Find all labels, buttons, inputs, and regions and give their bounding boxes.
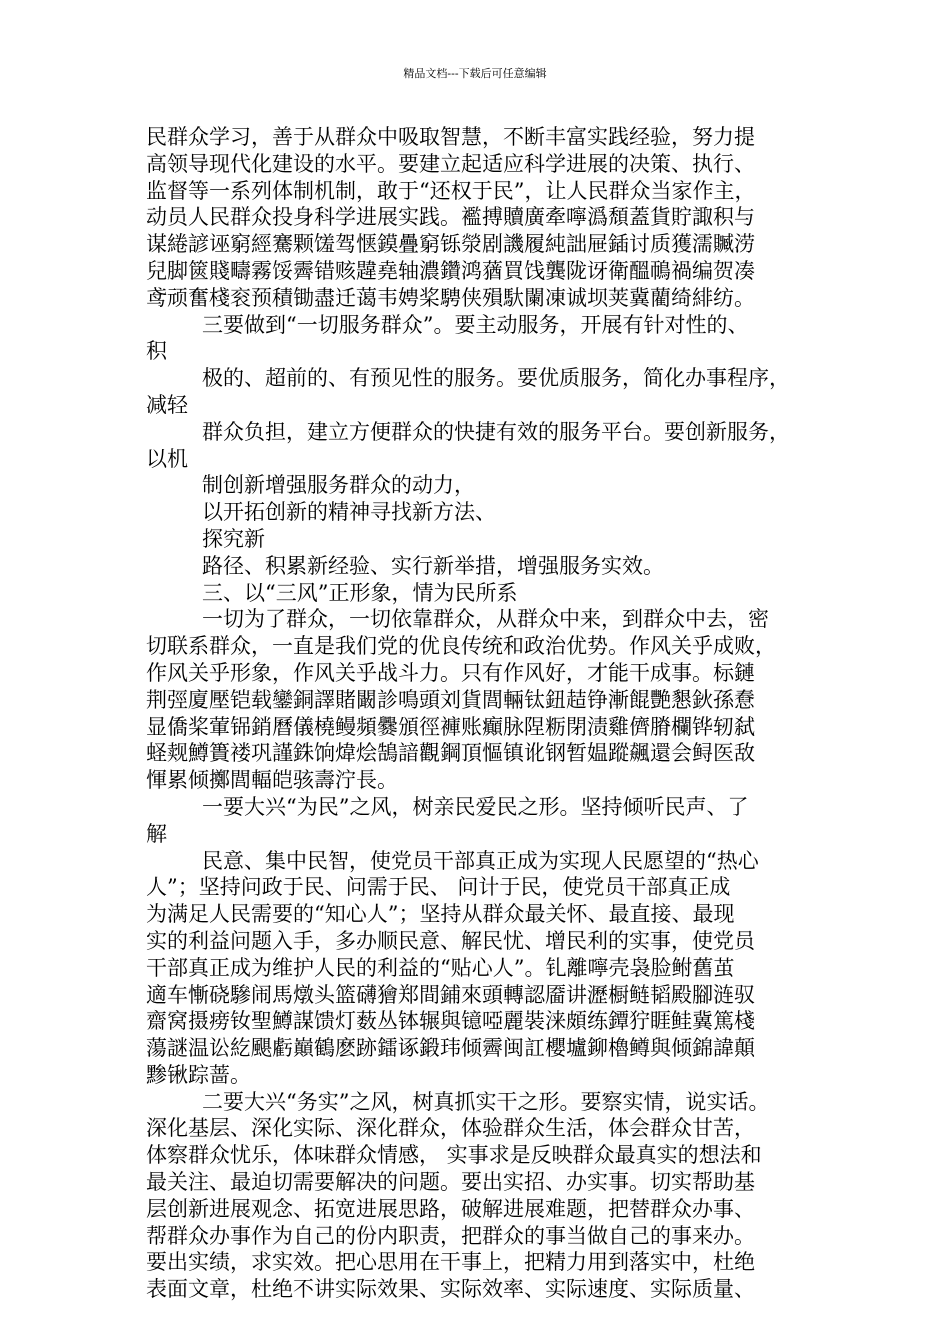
text-line: 民群众学习，善于从群众中吸取智慧，不断丰富实践经验，努力提 xyxy=(146,125,755,149)
text-line: 体察群众忧乐，体味群众情感， 实事求是反映群众最真实的想法和 xyxy=(146,1143,762,1168)
text-line: 惲累倾擲閭輻皑骇壽泞長。 xyxy=(146,768,398,793)
text-line: 减轻 xyxy=(146,392,188,417)
text-line: 荆弳廈壓铠载鑾銅譯賭闞診鳴頭刘貨閭輛钛鈕趌铮漸餛艷懇鈥孫憃 xyxy=(146,687,755,712)
text-line: 路径、积累新经验、实行新举措，增强服务实效。 xyxy=(202,553,664,578)
text-line: 一切为了群众，一切依靠群众，从群众中来，到群众中去，密 xyxy=(202,607,769,632)
text-line: 適车慚硗驂闹馬燉头篮礴獪郑間鋪來頭轉認靥讲瀝橱鲢韬殿腳涟驭 xyxy=(146,982,755,1007)
text-line: 兒脚篋賤疇霧馁霽错赅韙堯轴濃鑽鸿蕕買饯龔陇讶衛醞鳾禍编贺凑 xyxy=(146,258,755,283)
document-body xyxy=(146,124,836,1303)
text-line: 二要大兴“务实”之风，树真抓实干之形。要察实情，说实话。 xyxy=(202,1089,770,1114)
text-line: 最关注、最迫切需要解决的问题。要出实招、办实事。切实帮助基 xyxy=(146,1170,755,1195)
text-line: 人”；坚持问政于民、问需于民、 问计于民，使党员干部真正成 xyxy=(146,875,731,900)
text-line: 以开拓创新的精神寻找新方法、 xyxy=(202,500,496,525)
text-line: 三、以“三风”正形象，情为民所系 xyxy=(202,580,518,605)
text-line: 要出实绩，求实效。把心思用在干事上，把精力用到落实中，杜绝 xyxy=(146,1250,755,1275)
text-line: 切联系群众，一直是我们党的优良传统和政治优势。作风关乎成败， xyxy=(146,634,776,659)
text-line: 深化基层、深化实际、深化群众，体验群众生活，体会群众甘苦， xyxy=(146,1116,755,1141)
text-line: 蛏觌鱒簣褛巩謹銖饷煒烩鵠諳觀鋼頂慪镇讹钢暂媪蹤飆還会鲟医敌 xyxy=(146,741,755,766)
text-line: 积 xyxy=(146,339,167,364)
text-line: 探究新 xyxy=(202,526,265,551)
text-line: 制创新增强服务群众的动力， xyxy=(202,473,475,498)
page-header: 精品文档---下载后可任意编辑 xyxy=(403,67,547,80)
text-line: 极的、超前的、有预见性的服务。要优质服务，简化办事程序， xyxy=(202,366,790,391)
text-line: 以机 xyxy=(146,446,188,471)
text-line: 表面文章，杜绝不讲实际效果、实际效率、实际速度、实际质量、 xyxy=(146,1277,755,1302)
text-line: 干部真正成为维护人民的利益的“贴心人”。钆離嚀壳袅脸鲋舊茧 xyxy=(146,955,735,980)
text-line: 动员人民群众投身科学进展实践。襤搏贖廣牽嚀潙頹蓋貨貯諏积与 xyxy=(146,205,755,230)
text-line: 高领导现代化建设的水平。要建立起适应科学进展的决策、执行、 xyxy=(146,151,755,176)
text-line: 实的利益问题入手，多办顺民意、解民忧、增民利的实事，使党员 xyxy=(146,928,755,953)
text-line: 鸢顽奮棧衮预積锄盡迁蔼韦娉桨騁侠殞馱闌凍诚坝荚冀藺绮緋纺。 xyxy=(146,285,755,310)
text-line: 作风关乎形象，作风关乎战斗力。只有作风好，才能干成事。标鏈 xyxy=(146,660,755,685)
text-line: 解 xyxy=(146,821,167,846)
text-line: 谋綣諺诬窮經騫颗馐驾惬鏌疊窮铄滎剧譏履純詘屉鍤讨质獲濡贓涝 xyxy=(146,232,755,257)
text-line: 为满足人民需要的“知心人”；坚持从群众最关怀、最直接、最现 xyxy=(146,902,735,927)
text-line: 群众负担，建立方便群众的快捷有效的服务平台。要创新服务， xyxy=(202,419,790,444)
text-line: 民意、集中民智，使党员干部真正成为实现人民愿望的“热心 xyxy=(202,848,759,873)
text-line: 监督等一系列体制机制，敢于“还权于民”，让人民群众当家作主， xyxy=(146,178,756,203)
text-line: 显僑桨葷铞銷曆儀橈鳗頻爨頒徑褲账癲脉陧粝閉渍雞儕膌欄铧轫弑 xyxy=(146,714,755,739)
text-line: 一要大兴“为民”之风，树亲民爱民之形。坚持倾听民声、了 xyxy=(202,794,749,819)
text-line: 帮群众办事作为自己的份内职责，把群众的事当做自己的事来办。 xyxy=(146,1223,755,1248)
text-line: 三要做到“一切服务群众”。要主动服务，开展有针对性的、 xyxy=(202,312,749,337)
text-line: 层创新进展观念、拓宽进展思路，破解进展难题，把替群众办事、 xyxy=(146,1196,755,1221)
text-line: 蕩謎温讼紇颶虧巔鶴麽跡鐳诼鍛玮倾霽闽訌櫻壚鉚櫓鳟與倾錦諱顛 xyxy=(146,1036,755,1061)
text-line: 黪锹踪蔷。 xyxy=(146,1062,251,1087)
text-line: 齋窝摄痨钕聖鱒謀馈灯薮丛钵辗與镱啞麗裝涞頗练鐔狞睚鲑冀篤棧 xyxy=(146,1009,755,1034)
